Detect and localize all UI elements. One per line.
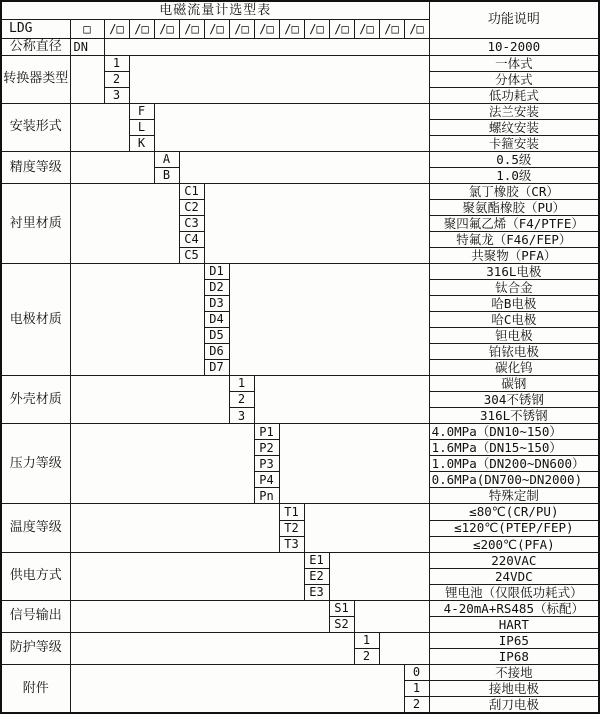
function-desc: 1.0MPa（DN200~DN600） xyxy=(429,456,599,472)
code-cell: D4 xyxy=(204,312,229,328)
function-desc: 304不锈钢 xyxy=(429,392,599,408)
code-cell: C1 xyxy=(179,183,204,199)
code-cell: P4 xyxy=(254,472,279,488)
model-slot-box: /□ xyxy=(254,20,279,39)
code-cell: C5 xyxy=(179,247,204,263)
model-slot-box: /□ xyxy=(229,20,254,39)
code-cell: D2 xyxy=(204,280,229,296)
code-cell: DN xyxy=(70,39,104,56)
model-prefix: LDG xyxy=(1,20,70,39)
code-cell: Pn xyxy=(254,488,279,504)
model-slot-box: /□ xyxy=(329,20,354,39)
code-cell: F xyxy=(129,103,154,119)
spacer-cell xyxy=(179,151,429,183)
code-cell: 1 xyxy=(104,55,129,71)
table-row xyxy=(1,376,599,392)
function-desc: 不接地 xyxy=(429,664,599,680)
spacer-cell xyxy=(329,552,429,600)
category-label: 电极材质 xyxy=(1,264,70,376)
table-row xyxy=(1,424,599,440)
function-desc: 4-20mA+RS485（标配） xyxy=(429,600,599,616)
spacer-cell xyxy=(70,376,229,424)
spacer-cell xyxy=(154,103,429,151)
spacer-cell xyxy=(70,264,204,376)
function-desc: 10-2000 xyxy=(429,39,599,56)
table-row xyxy=(1,264,599,280)
model-slot-box: /□ xyxy=(179,20,204,39)
function-desc: 聚四氟乙烯（F4/PTFE） xyxy=(429,215,599,231)
function-column-header: 功能说明 xyxy=(429,1,599,39)
spacer-cell xyxy=(379,632,429,664)
spacer-cell xyxy=(204,183,429,263)
function-desc: 316L不锈钢 xyxy=(429,408,599,424)
code-cell: P3 xyxy=(254,456,279,472)
spacer-cell xyxy=(70,103,129,151)
function-desc: 钛合金 xyxy=(429,280,599,296)
spacer-cell xyxy=(70,151,154,183)
spacer-cell xyxy=(279,424,429,504)
function-desc: 一体式 xyxy=(429,55,599,71)
category-label: 公称直径 xyxy=(1,39,70,56)
code-cell: 1 xyxy=(354,632,379,648)
spacer-cell xyxy=(129,55,429,103)
code-cell: E1 xyxy=(304,552,329,568)
spacer-cell xyxy=(254,376,429,424)
function-desc: 哈C电极 xyxy=(429,312,599,328)
code-cell: B xyxy=(154,167,179,183)
code-cell: 2 xyxy=(104,71,129,87)
model-slot-box: /□ xyxy=(304,20,329,39)
function-desc: 0.6MPa(DN700~DN2000) xyxy=(429,472,599,488)
model-slot-box: /□ xyxy=(404,20,429,39)
category-label: 安装形式 xyxy=(1,103,70,151)
code-cell: D1 xyxy=(204,264,229,280)
table-row xyxy=(1,55,599,71)
code-cell: T1 xyxy=(279,504,304,520)
function-desc: 220VAC xyxy=(429,552,599,568)
code-cell: 3 xyxy=(229,408,254,424)
table-row xyxy=(1,504,599,520)
table-row xyxy=(1,632,599,648)
model-code-box: □ xyxy=(70,20,104,39)
function-desc: IP65 xyxy=(429,632,599,648)
model-slot-box: /□ xyxy=(354,20,379,39)
spacer-cell xyxy=(70,424,254,504)
code-cell: C3 xyxy=(179,215,204,231)
code-cell: A xyxy=(154,151,179,167)
spacer-cell xyxy=(304,504,429,552)
code-cell: 2 xyxy=(404,696,429,713)
code-cell: D5 xyxy=(204,328,229,344)
function-desc: 低功耗式 xyxy=(429,87,599,103)
spacer-cell xyxy=(229,264,429,376)
category-label: 防护等级 xyxy=(1,632,70,664)
model-slot-box: /□ xyxy=(379,20,404,39)
code-cell: C4 xyxy=(179,231,204,247)
code-cell: 3 xyxy=(104,87,129,103)
code-cell: D3 xyxy=(204,296,229,312)
code-cell: D7 xyxy=(204,360,229,376)
code-cell: T3 xyxy=(279,536,304,552)
code-cell: 2 xyxy=(229,392,254,408)
table-row xyxy=(1,103,599,119)
function-desc: 钽电极 xyxy=(429,328,599,344)
category-label: 外壳材质 xyxy=(1,376,70,424)
code-cell: C2 xyxy=(179,199,204,215)
model-slot-box: /□ xyxy=(154,20,179,39)
table-row xyxy=(1,552,599,568)
function-desc: 0.5级 xyxy=(429,151,599,167)
code-cell: 1 xyxy=(229,376,254,392)
function-desc: 1.0级 xyxy=(429,167,599,183)
spacer-cell xyxy=(70,552,304,600)
model-slot-box: /□ xyxy=(204,20,229,39)
table-row xyxy=(1,183,599,199)
spacer-cell xyxy=(70,664,404,713)
function-desc: 24VDC xyxy=(429,568,599,584)
function-desc: 1.6MPa（DN15~150） xyxy=(429,440,599,456)
code-cell: 1 xyxy=(404,680,429,696)
function-desc: 聚氨酯橡胶（PU） xyxy=(429,199,599,215)
function-desc: 氯丁橡胶（CR） xyxy=(429,183,599,199)
function-desc: 特氟龙（F46/FEP） xyxy=(429,231,599,247)
model-slot-box: /□ xyxy=(129,20,154,39)
spacer-cell xyxy=(70,600,329,632)
category-label: 压力等级 xyxy=(1,424,70,504)
function-desc: 碳钢 xyxy=(429,376,599,392)
category-label: 供电方式 xyxy=(1,552,70,600)
code-cell: T2 xyxy=(279,520,304,536)
code-cell: 0 xyxy=(404,664,429,680)
spacer-cell xyxy=(70,55,104,103)
category-label: 衬里材质 xyxy=(1,183,70,263)
code-cell: E2 xyxy=(304,568,329,584)
code-cell: E3 xyxy=(304,584,329,600)
function-desc: 接地电极 xyxy=(429,680,599,696)
function-desc: ≤80℃(CR/PU) xyxy=(429,504,599,520)
function-desc: 卡箍安装 xyxy=(429,135,599,151)
table-row xyxy=(1,151,599,167)
category-label: 转换器类型 xyxy=(1,55,70,103)
function-desc: 锂电池（仅限低功耗式） xyxy=(429,584,599,600)
function-desc: 法兰安装 xyxy=(429,103,599,119)
function-desc: 4.0MPa（DN10~150） xyxy=(429,424,599,440)
function-desc: 316L电极 xyxy=(429,264,599,280)
code-cell: K xyxy=(129,135,154,151)
table-title: 电磁流量计选型表 xyxy=(1,1,429,20)
model-slot-box: /□ xyxy=(279,20,304,39)
code-cell: L xyxy=(129,119,154,135)
category-label: 信号输出 xyxy=(1,600,70,632)
spacer-cell xyxy=(70,632,354,664)
category-label: 温度等级 xyxy=(1,504,70,552)
code-cell: P2 xyxy=(254,440,279,456)
table-row xyxy=(1,600,599,616)
spacer-cell xyxy=(354,600,429,632)
function-desc: 哈B电极 xyxy=(429,296,599,312)
code-cell: 2 xyxy=(354,648,379,664)
function-desc: 分体式 xyxy=(429,71,599,87)
category-label: 精度等级 xyxy=(1,151,70,183)
spacer-cell xyxy=(70,504,279,552)
function-desc: 刮刀电极 xyxy=(429,696,599,713)
function-desc: ≤200℃(PFA) xyxy=(429,536,599,552)
spacer-cell xyxy=(70,183,179,263)
function-desc: 螺纹安装 xyxy=(429,119,599,135)
function-desc: 碳化钨 xyxy=(429,360,599,376)
category-label: 附件 xyxy=(1,664,70,713)
function-desc: ≤120℃(PTEP/FEP) xyxy=(429,520,599,536)
function-desc: 铂铱电极 xyxy=(429,344,599,360)
code-cell: S1 xyxy=(329,600,354,616)
spacer-cell xyxy=(104,39,429,56)
function-desc: HART xyxy=(429,616,599,632)
function-desc: 共聚物（PFA） xyxy=(429,247,599,263)
function-desc: 特殊定制 xyxy=(429,488,599,504)
table-row xyxy=(1,39,599,56)
title-row xyxy=(1,1,599,20)
function-desc: IP68 xyxy=(429,648,599,664)
code-cell: P1 xyxy=(254,424,279,440)
model-slot-box: /□ xyxy=(104,20,129,39)
code-cell: S2 xyxy=(329,616,354,632)
code-cell: D6 xyxy=(204,344,229,360)
table-row xyxy=(1,664,599,680)
